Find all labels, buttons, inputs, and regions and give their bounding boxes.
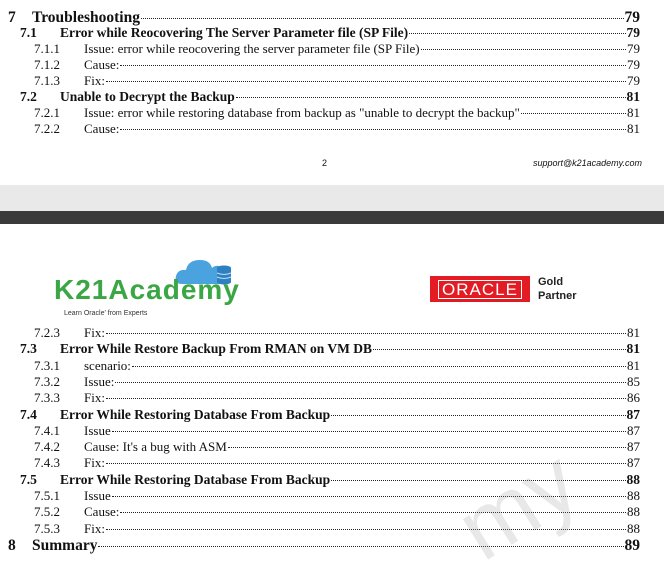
page-separator-bar <box>0 211 664 224</box>
toc-dot-leader <box>112 430 626 432</box>
toc-entry-page: 88 <box>627 520 640 536</box>
toc-entry[interactable] <box>0 455 664 471</box>
toc-dot-leader <box>115 381 626 383</box>
toc-entry-title: Summary <box>32 536 98 554</box>
toc-entry-title: Unable to Decrypt the Backup <box>60 89 235 104</box>
partner-label: Partner <box>538 290 577 302</box>
toc-entry[interactable] <box>0 89 664 105</box>
toc-entry-page: 79 <box>627 73 640 88</box>
toc-entry[interactable] <box>0 537 664 553</box>
toc-entry-number: 7.3 <box>20 341 37 357</box>
toc-entry[interactable] <box>0 25 664 41</box>
toc-entry[interactable] <box>0 358 664 374</box>
toc-dot-leader <box>106 80 626 82</box>
toc-entry-number: 7.3.2 <box>34 373 60 389</box>
toc-entry-number: 7.1.2 <box>34 57 60 72</box>
k21academy-logo <box>54 254 240 317</box>
document-page-1 <box>0 0 664 185</box>
toc-entry[interactable] <box>0 57 664 73</box>
toc-entry-number: 7.5.3 <box>34 520 60 536</box>
page-separator <box>0 185 664 224</box>
toc-entry[interactable] <box>0 488 664 504</box>
toc-entry-page: 89 <box>624 536 640 554</box>
toc-entry-page: 87 <box>626 406 640 422</box>
toc-entry-title: Error while Reocovering The Server Parameter file (SP File) <box>60 25 409 40</box>
toc-dot-leader <box>106 528 626 530</box>
toc-entry-title: Issue: <box>84 373 115 389</box>
watermark: my <box>440 431 596 580</box>
toc-entry-title: scenario: <box>84 357 131 373</box>
footer-email: support@k21academy.com <box>532 158 642 168</box>
toc-entry-number: 7.2.3 <box>34 325 60 340</box>
toc-dot-leader <box>120 64 626 66</box>
toc-entry-page: 88 <box>626 471 640 487</box>
oracle-wordmark: ORACLE <box>438 280 522 299</box>
toc-entry-title: Issue <box>84 422 111 438</box>
toc-entry-number: 7.4 <box>20 406 37 422</box>
toc-entry-number: 7.5 <box>20 471 37 487</box>
toc-dot-leader <box>98 545 623 547</box>
toc-entry-number: 7.5.1 <box>34 488 60 503</box>
toc-entry-number: 7.4.3 <box>34 455 60 471</box>
oracle-partner-badge <box>538 275 577 303</box>
toc-entry-number: 7.3.3 <box>34 390 60 406</box>
toc-entry-title: Cause: It's a bug with ASM <box>84 439 227 455</box>
toc-dot-leader <box>132 365 626 367</box>
toc-entry-title: Error While Restoring Database From Backup <box>60 406 331 422</box>
toc-entry-title: Fix: <box>84 73 105 88</box>
toc-entry-number: 7.2 <box>20 89 37 104</box>
toc-entry-number: 7.1.1 <box>34 41 60 56</box>
toc-entry[interactable] <box>0 407 664 423</box>
toc-entry-page: 79 <box>624 9 640 26</box>
toc-entry-number: 8 <box>8 536 16 554</box>
toc-entry-page: 81 <box>627 357 640 373</box>
toc-entry[interactable] <box>0 472 664 488</box>
toc-entry[interactable] <box>0 423 664 439</box>
toc-entry-page: 87 <box>627 422 640 438</box>
toc-entry[interactable] <box>0 341 664 357</box>
toc-entry-title: Cause: <box>84 57 120 72</box>
footer-page-number: 2 <box>322 158 328 168</box>
toc-entry-title: Fix: <box>84 455 105 471</box>
k21academy-wordmark: K21Academy <box>54 274 240 305</box>
toc-entry-title: Fix: <box>84 520 105 536</box>
toc-entry[interactable] <box>0 439 664 455</box>
toc-entry[interactable] <box>0 41 664 57</box>
toc-entry-number: 7.4.1 <box>34 422 60 438</box>
toc-entry-title: Issue: error while reocovering the server parameter file (SP File) <box>84 41 420 56</box>
toc-entry-page: 88 <box>627 504 640 520</box>
toc-entry[interactable] <box>0 121 664 137</box>
toc-dot-leader <box>141 17 624 19</box>
toc-dot-leader <box>331 414 625 416</box>
toc-entry-title: Error While Restore Backup From RMAN on VM DB <box>60 341 372 357</box>
toc-dot-leader <box>106 397 626 399</box>
toc-dot-leader <box>421 48 626 50</box>
document-page-2 <box>0 224 664 580</box>
toc-dot-leader <box>106 462 626 464</box>
toc-entry-title: Fix: <box>84 325 105 340</box>
toc-entry-number: 7.2.1 <box>34 105 60 120</box>
toc-entry[interactable] <box>0 105 664 121</box>
toc-entry-page: 81 <box>626 341 640 357</box>
toc-entry-page: 79 <box>627 57 640 72</box>
toc-entry[interactable] <box>0 9 664 25</box>
toc-entry-number: 7.1.3 <box>34 73 60 88</box>
toc-entry[interactable] <box>0 73 664 89</box>
toc-entry-number: 7 <box>8 9 16 26</box>
toc-entry-page: 87 <box>627 439 640 455</box>
toc-entry-number: 7.3.1 <box>34 357 60 373</box>
toc-dot-leader <box>521 112 626 114</box>
toc-entry-page: 79 <box>626 25 640 40</box>
toc-entry-number: 7.2.2 <box>34 121 60 136</box>
toc-entry-number: 7.4.2 <box>34 439 60 455</box>
toc-entry-page: 81 <box>626 89 640 104</box>
toc-entry-page: 87 <box>627 455 640 471</box>
toc-entry-number: 7.5.2 <box>34 504 60 520</box>
toc-entry-page: 81 <box>627 325 640 340</box>
toc-entry-number: 7.1 <box>20 25 37 40</box>
toc-entry[interactable] <box>0 390 664 406</box>
toc-dot-leader <box>106 332 626 334</box>
toc-entry[interactable] <box>0 521 664 537</box>
toc-entry-title: Fix: <box>84 390 105 406</box>
toc-entry-page: 85 <box>627 373 640 389</box>
k21academy-tagline: Learn Oracle' from Experts <box>64 310 148 317</box>
toc-dot-leader <box>373 348 626 350</box>
toc-entry-page: 81 <box>627 105 640 120</box>
toc-entry-title: Issue: error while restoring database from backup as "unable to decrypt the backup" <box>84 105 520 120</box>
toc-entry-page: 88 <box>627 488 640 503</box>
toc-entry-page: 86 <box>627 390 640 406</box>
toc-dot-leader <box>120 128 626 130</box>
toc-dot-leader <box>409 32 625 34</box>
toc-entry[interactable] <box>0 504 664 520</box>
toc-entry-page: 79 <box>627 41 640 56</box>
toc-entry[interactable] <box>0 374 664 390</box>
toc-dot-leader <box>236 96 626 98</box>
toc-entry[interactable] <box>0 325 664 341</box>
toc-entry-title: Error While Restoring Database From Backup <box>60 471 331 487</box>
toc-entry-title: Issue <box>84 488 111 503</box>
partner-level: Gold <box>538 276 564 288</box>
toc-dot-leader <box>228 446 626 448</box>
toc-entry-title: Cause: <box>84 504 120 520</box>
toc-entry-page: 81 <box>627 121 640 136</box>
toc-dot-leader <box>331 479 625 481</box>
toc-dot-leader <box>112 495 626 497</box>
oracle-logo <box>430 276 530 302</box>
toc-entry-title: Cause: <box>84 121 120 136</box>
toc-entry-title: Troubleshooting <box>32 9 140 26</box>
toc-dot-leader <box>120 511 626 513</box>
